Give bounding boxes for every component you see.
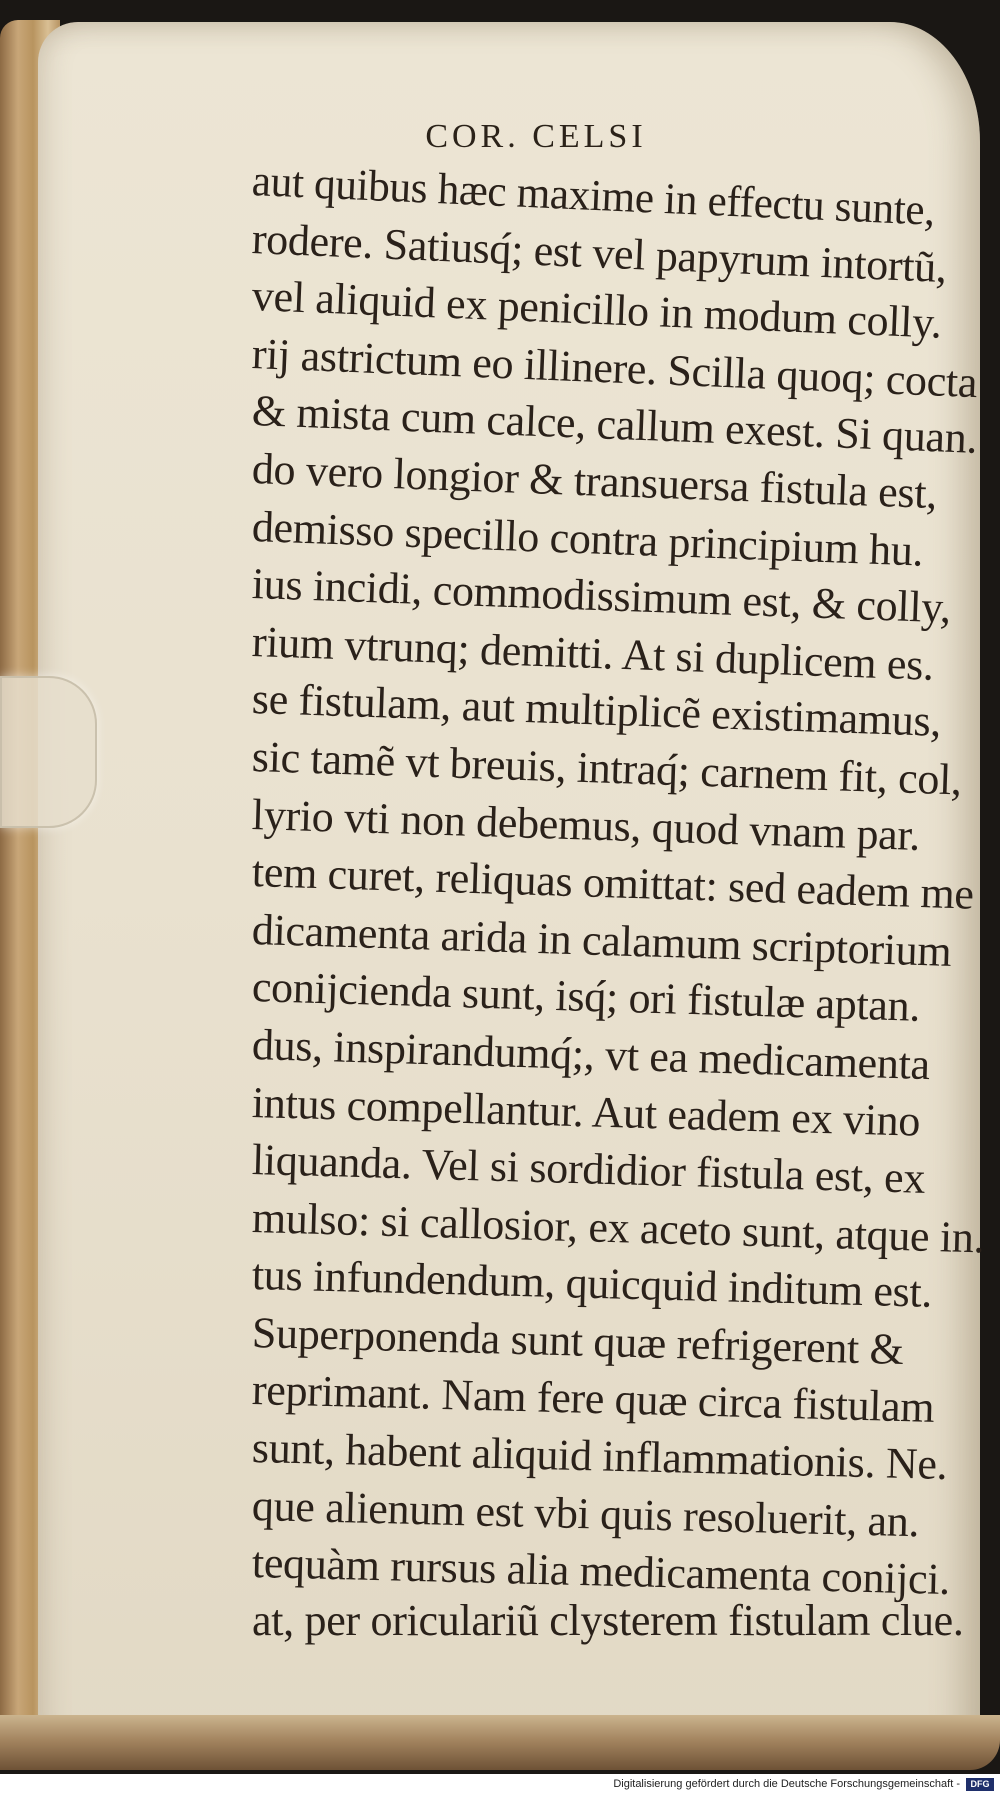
text-line: ius incidi, commodissimum est, & colly, <box>251 559 952 633</box>
text-line: tequàm rursus alia medicamenta conijci. <box>251 1538 951 1605</box>
text-line: lyrio vti non debemus, quod vnam par. <box>251 789 921 860</box>
text-line: demisso specillo contra principium hu. <box>251 501 925 576</box>
body-text <box>250 152 986 1649</box>
page-clip-tab <box>0 676 97 828</box>
text-line: rium vtrunq; demitti. At si duplicem es. <box>251 616 935 690</box>
text-line: & mista cum calce, callum exest. Si quan. <box>251 386 979 464</box>
text-line: conijcienda sunt, isq́; ori fistulæ aptan. <box>251 962 921 1032</box>
book-bottom-edge <box>0 1715 1000 1770</box>
text-line: at, per oriculariũ clysterem fistulam clue. <box>252 1595 964 1645</box>
text-line: se fistulam, aut multiplicẽ existimamus, <box>251 674 942 747</box>
text-line: sunt, habent aliquid inflammationis. Ne. <box>251 1423 948 1490</box>
text-line: que alienum est vbi quis resoluerit, an. <box>251 1480 920 1546</box>
text-line: Superponenda sunt quæ refrigerent & <box>251 1307 905 1374</box>
text-line: dicamenta arida in calamum scriptorium <box>251 904 953 976</box>
running-head: COR. CELSI <box>425 118 647 155</box>
text-line: rodere. Satiusq́; est vel papyrum intortũ, <box>250 213 948 292</box>
text-line: do vero longior & transuersa fistula est, <box>251 443 938 519</box>
text-line: tem curet, reliquas omittat: sed eadem me <box>251 847 975 919</box>
text-line: intus compellantur. Aut eadem ex vino <box>251 1077 921 1146</box>
text-line: aut quibus hæc maxime in effectu sunte, <box>250 156 936 235</box>
text-line: vel aliquid ex penicillo in modum colly. <box>251 271 943 348</box>
text-line: reprimant. Nam fere quæ circa fistulam <box>251 1365 935 1433</box>
text-line: liquanda. Vel si sordidior fistula est, ex <box>251 1135 926 1203</box>
digitization-credit: Digitalisierung gefördert durch die Deutsche Forschungsgemeinschaft - <box>613 1778 960 1790</box>
text-line: rij astrictum eo illinere. Scilla quoq; cocta <box>251 328 979 407</box>
text-line: tus infundendum, quicquid inditum est. <box>251 1250 933 1318</box>
text-line: sic tamẽ vt breuis, intraq́; carnem fit, col, <box>251 731 963 805</box>
text-line: mulso: si callosior, ex aceto sunt, atque in. <box>251 1192 986 1263</box>
text-line: dus, inspirandumq́;, vt ea medicamenta <box>251 1019 931 1090</box>
dfg-logo: DFG <box>966 1778 994 1791</box>
